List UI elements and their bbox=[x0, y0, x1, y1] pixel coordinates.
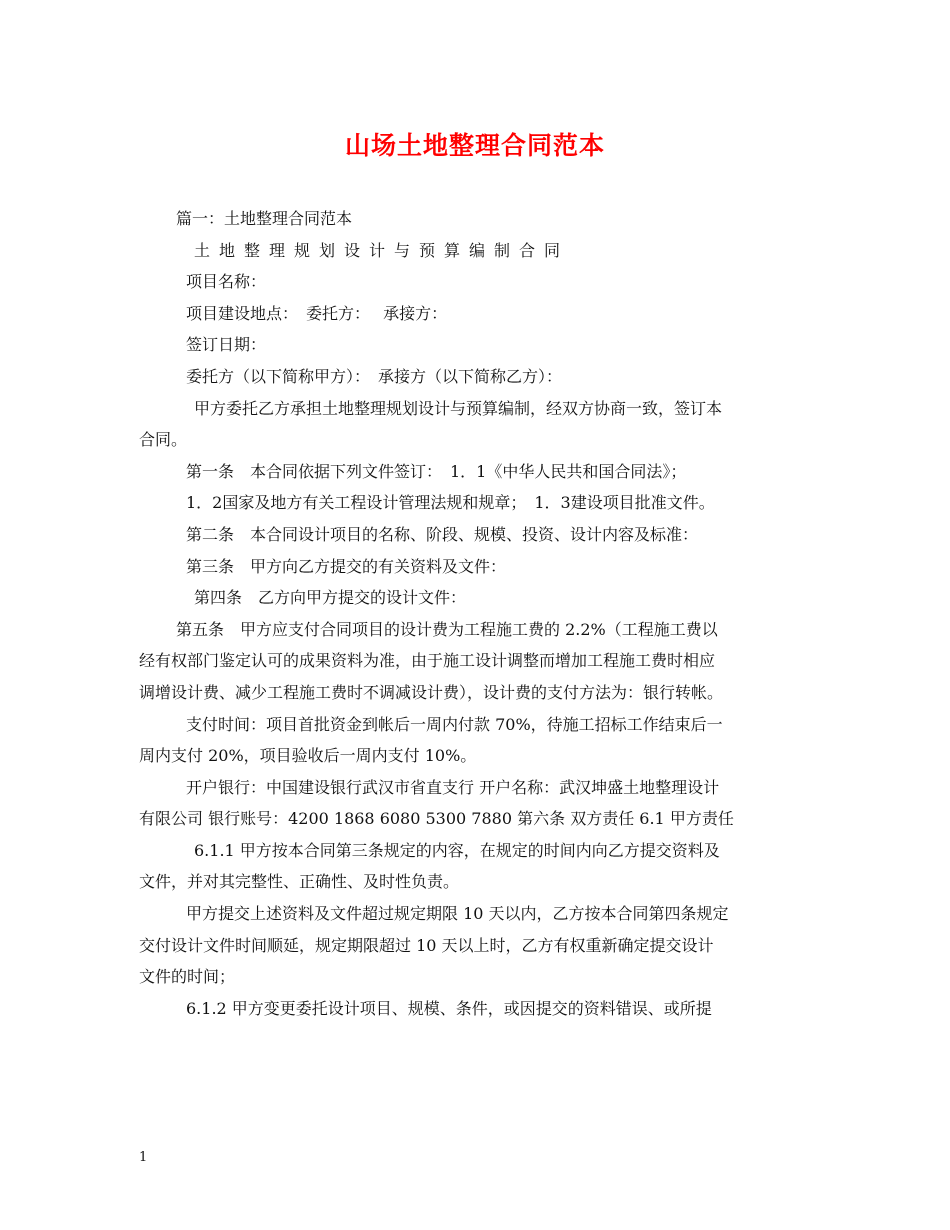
body-line: 项目名称： bbox=[186, 272, 267, 292]
body-line: 签订日期： bbox=[186, 335, 267, 355]
body-line: 经有权部门鉴定认可的成果资料为准，由于施工设计调整而增加工程施工费时相应 bbox=[139, 651, 716, 671]
body-line: 交付设计文件时间顺延，规定期限超过 10 天以上时，乙方有权重新确定提交设计 bbox=[139, 935, 714, 955]
body-line: 土地整理规划设计与预算编制合同 bbox=[194, 240, 570, 260]
body-line: 有限公司 银行账号：4200 1868 6080 5300 7880 第六条 双方责任 6.1 甲方责任 bbox=[139, 809, 734, 829]
body-line: 甲方提交上述资料及文件超过规定期限 10 天以内，乙方按本合同第四条规定 bbox=[186, 904, 729, 924]
body-line: 第五条 甲方应支付合同项目的设计费为工程施工费的 2.2%（工程施工费以 bbox=[176, 619, 718, 639]
body-line: 第四条 乙方向甲方提交的设计文件： bbox=[194, 588, 467, 608]
body-line: 第一条 本合同依据下列文件签订： 1．1《中华人民共和国合同法》； bbox=[186, 461, 687, 481]
body-line: 支付时间：项目首批资金到帐后一周内付款 70%，待施工招标工作结束后一 bbox=[186, 714, 723, 734]
body-line: 项目建设地点： 委托方： 承接方： bbox=[186, 303, 448, 323]
body-line: 1．2国家及地方有关工程设计管理法规和规章； 1．3建设项目批准文件。 bbox=[186, 493, 715, 513]
body-line: 委托方（以下简称甲方）： 承接方（以下简称乙方）： bbox=[186, 366, 563, 386]
body-line: 合同。 bbox=[139, 430, 188, 450]
document-title: 山场土地整理合同范本 bbox=[344, 131, 605, 160]
page-number: 1 bbox=[139, 1150, 148, 1165]
body-line: 甲方委托乙方承担土地整理规划设计与预算编制，经双方协商一致，签订本 bbox=[194, 398, 723, 418]
body-line: 调增设计费、减少工程施工费时不调减设计费），设计费的支付方法为：银行转帐。 bbox=[139, 682, 724, 702]
body-line: 文件，并对其完整性、正确性、及时性负责。 bbox=[139, 872, 460, 892]
body-line: 文件的时间； bbox=[139, 967, 236, 987]
body-line: 周内支付 20%，项目验收后一周内支付 10%。 bbox=[139, 746, 477, 766]
body-line: 第三条 甲方向乙方提交的有关资料及文件： bbox=[186, 556, 507, 576]
body-line: 开户银行：中国建设银行武汉市省直支行 开户名称：武汉坤盛土地整理设计 bbox=[186, 777, 720, 797]
document-body bbox=[139, 203, 823, 1024]
body-line: 第二条 本合同设计项目的名称、阶段、规模、投资、设计内容及标准： bbox=[186, 524, 699, 544]
body-line: 6.1.2 甲方变更委托设计项目、规模、条件，或因提交的资料错误、或所提 bbox=[186, 998, 712, 1018]
body-line: 6.1.1 甲方按本合同第三条规定的内容，在规定的时间内向乙方提交资料及 bbox=[194, 840, 720, 860]
body-line: 篇一：土地整理合同范本 bbox=[176, 209, 353, 228]
